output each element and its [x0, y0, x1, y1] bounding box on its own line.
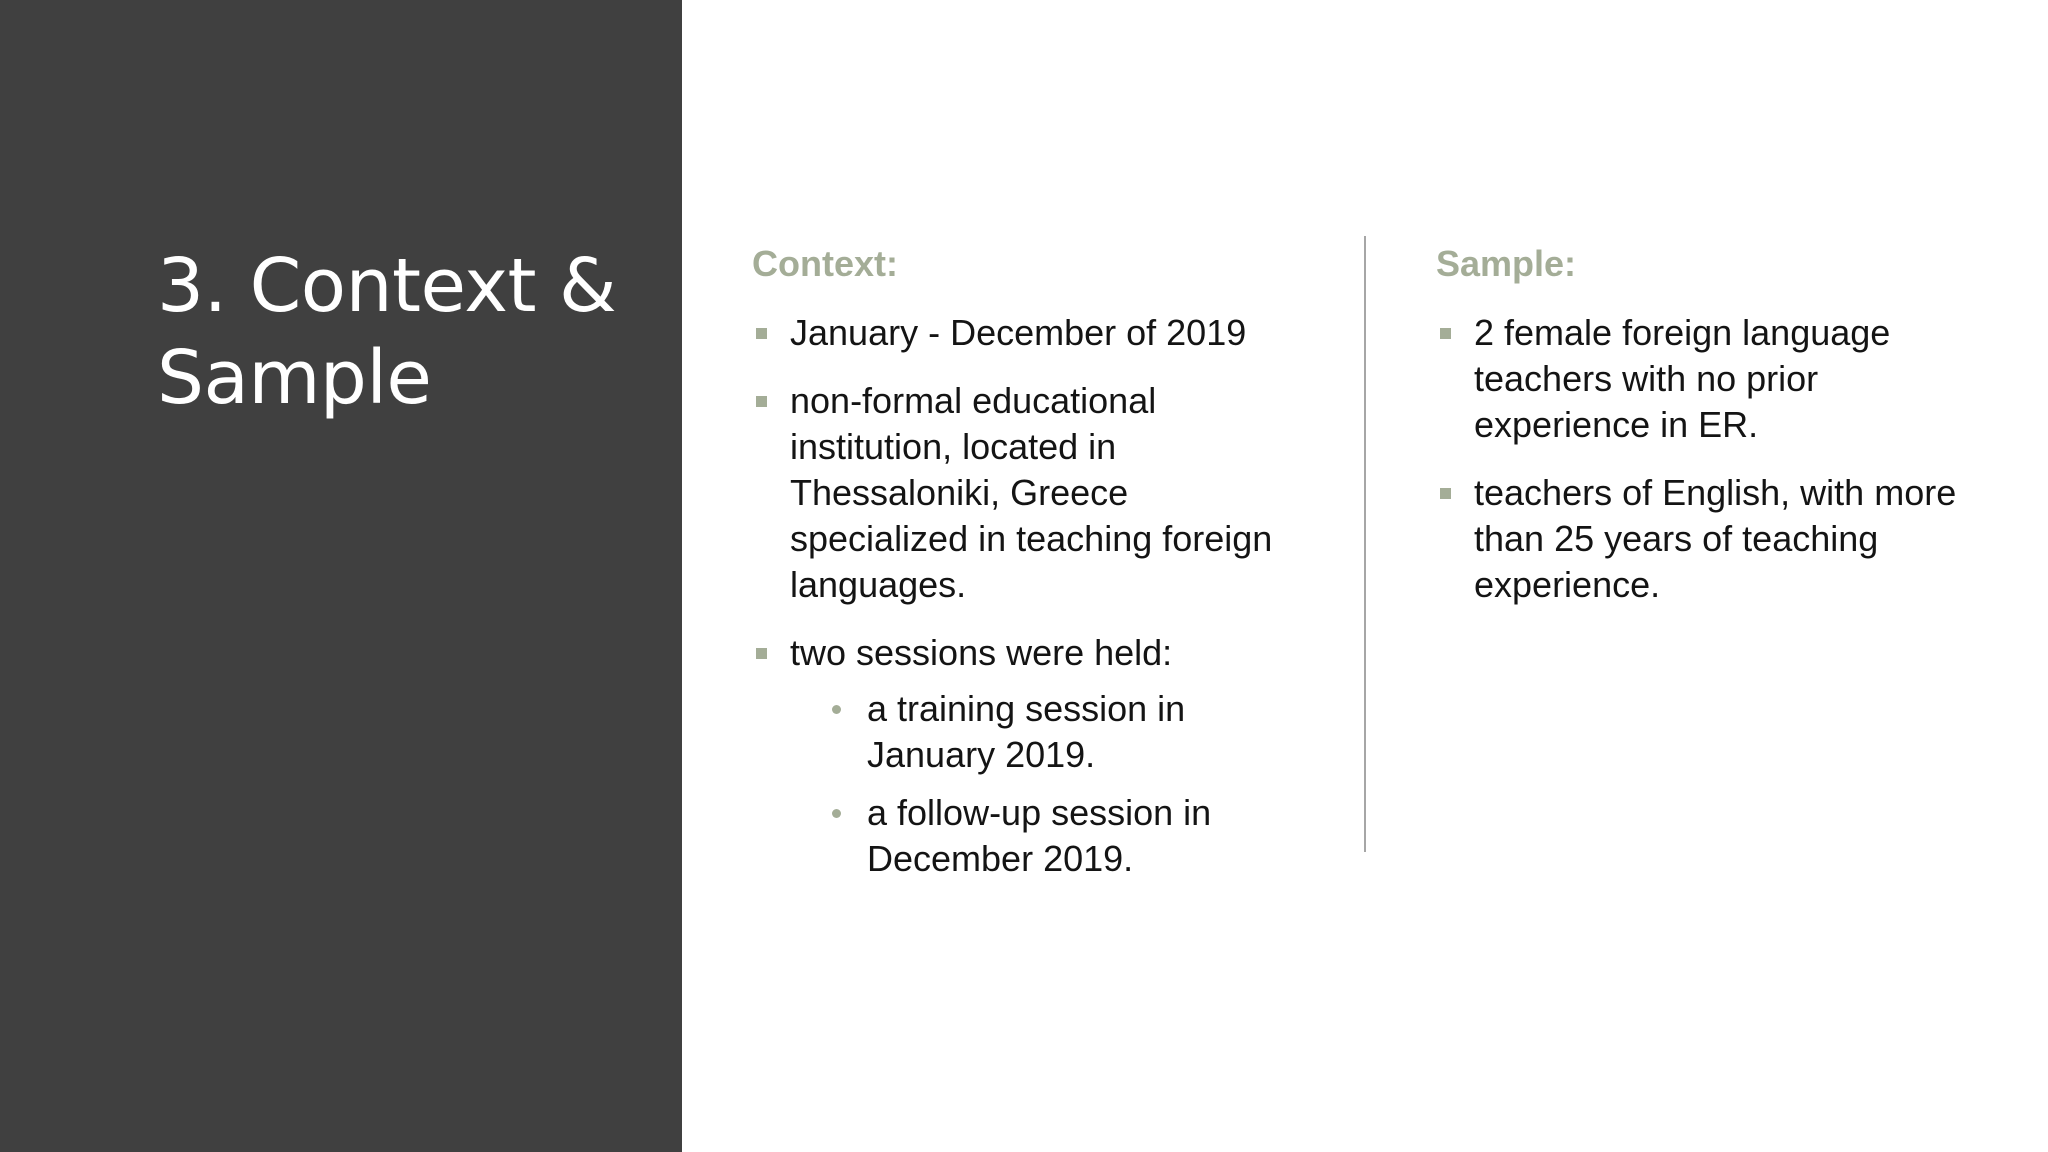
list-item [752, 630, 1312, 882]
sample-column [1436, 240, 1996, 630]
sample-list [1436, 310, 1996, 608]
square-bullet-icon [756, 328, 767, 339]
sessions-sublist [790, 686, 1312, 882]
square-bullet-icon [756, 396, 767, 407]
column-divider [1364, 236, 1366, 852]
context-list [752, 310, 1312, 882]
sub-list-item [790, 790, 1312, 882]
list-item [1436, 310, 1996, 448]
list-item [1436, 470, 1996, 608]
bullet-text: two sessions were held: [790, 632, 1173, 673]
context-heading: Context: [752, 243, 898, 284]
bullet-text: non-formal educational institution, located in Thessaloniki, Greece specialized in teaching foreign languages. [790, 380, 1273, 605]
bullet-text: 2 female foreign language teachers with no prior experience in ER. [1474, 312, 1891, 445]
dot-bullet-icon [832, 705, 841, 714]
dot-bullet-icon [832, 809, 841, 818]
sub-bullet-text: a training session in January 2019. [867, 688, 1186, 775]
square-bullet-icon [1440, 328, 1451, 339]
title-panel [0, 0, 682, 1152]
bullet-text: January - December of 2019 [790, 312, 1247, 353]
sample-heading: Sample: [1436, 243, 1577, 284]
list-item [752, 310, 1312, 356]
sub-bullet-text: a follow-up session in December 2019. [867, 792, 1212, 879]
slide-title: 3. Context & Sample [157, 243, 617, 421]
list-item [752, 378, 1312, 608]
square-bullet-icon [1440, 488, 1451, 499]
sub-list-item [790, 686, 1312, 778]
bullet-text: teachers of English, with more than 25 years of teaching experience. [1474, 472, 1957, 605]
context-column [752, 240, 1312, 904]
square-bullet-icon [756, 648, 767, 659]
